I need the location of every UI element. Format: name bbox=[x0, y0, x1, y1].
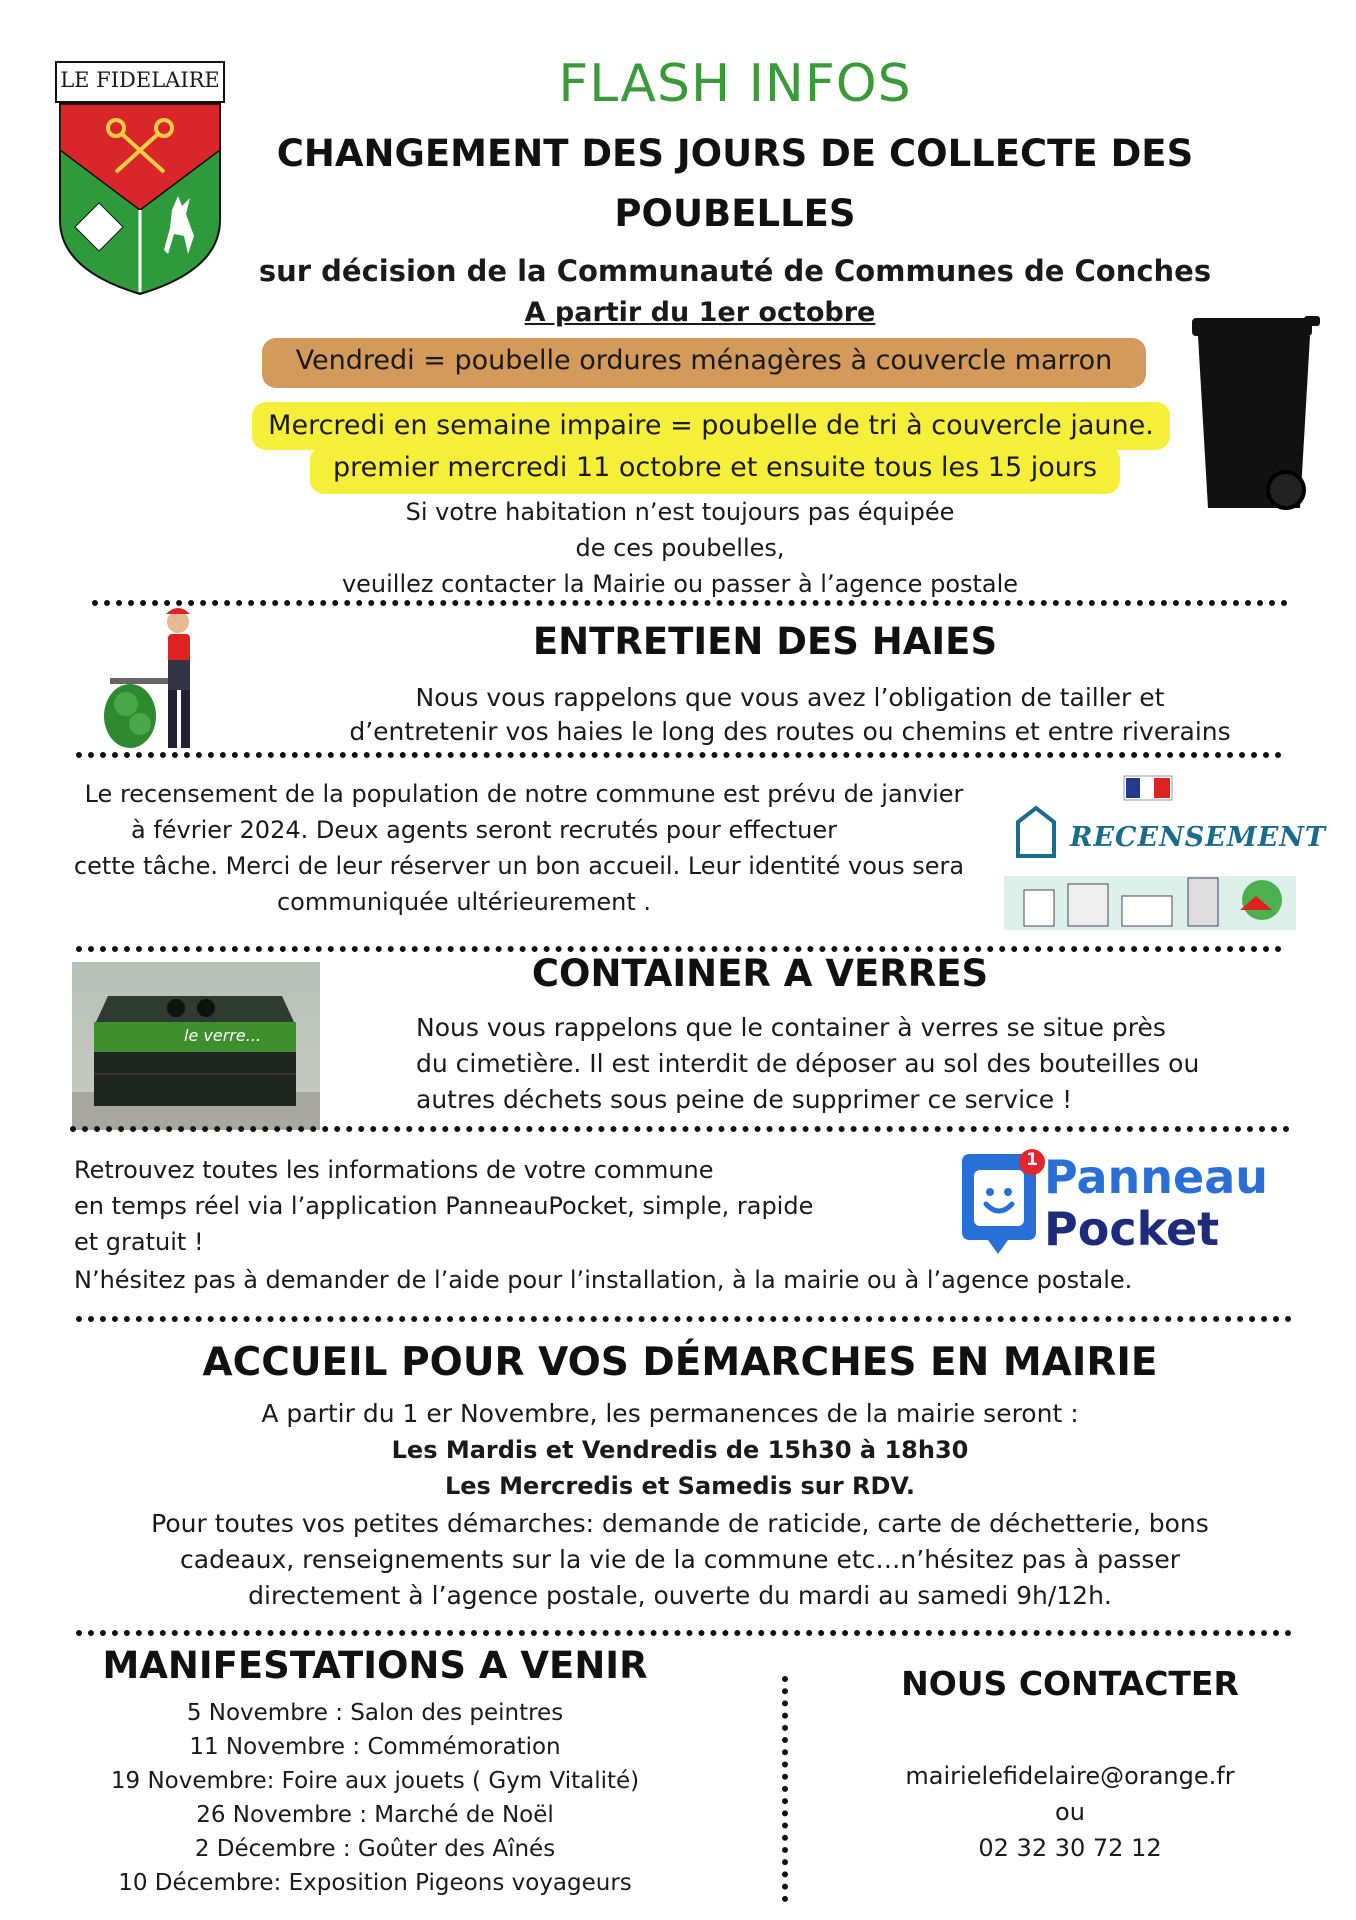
recensement-line1: Le recensement de la population de notre commune est prévu de janvier bbox=[84, 780, 964, 808]
accueil-intro: A partir du 1 er Novembre, les permanences de la mairie seront : bbox=[261, 1399, 1079, 1428]
crest bbox=[52, 60, 228, 296]
mercredi-line2: premier mercredi 11 octobre et ensuite tous les 15 jours bbox=[332, 452, 1098, 483]
panneaupocket-word1: Panneau bbox=[1044, 1150, 1269, 1204]
glass-container-photo bbox=[72, 962, 320, 1130]
recensement-logo-text: RECENSEMENT bbox=[1070, 822, 1327, 853]
recensement-line4: communiquée ultérieurement . bbox=[276, 888, 652, 916]
event-item: 5 Novembre : Salon des peintres bbox=[186, 1700, 564, 1726]
panneaupocket-logo bbox=[956, 1148, 1306, 1264]
recensement-logo bbox=[1000, 772, 1327, 934]
event-item: 2 Décembre : Goûter des Aînés bbox=[194, 1836, 556, 1862]
accueil-hours1: Les Mardis et Vendredis de 15h30 à 18h30 bbox=[391, 1436, 969, 1464]
crest-shield-icon bbox=[52, 60, 228, 296]
divider bbox=[76, 1630, 1292, 1636]
event-item: 10 Décembre: Exposition Pigeons voyageurs bbox=[118, 1870, 632, 1896]
container-label: le verre... bbox=[184, 1026, 261, 1045]
panneaupocket-badge: 1 bbox=[1026, 1150, 1038, 1170]
flash-infos-title: FLASH INFOS bbox=[558, 54, 912, 114]
haies-line1: Nous vous rappelons que vous avez l’obligation de tailler et bbox=[415, 683, 1165, 712]
accueil-title: ACCUEIL POUR VOS DÉMARCHES EN MAIRIE bbox=[202, 1340, 1158, 1385]
event-item: 11 Novembre : Commémoration bbox=[189, 1734, 561, 1760]
subtitle: sur décision de la Communauté de Communes de Conches bbox=[258, 254, 1212, 288]
haies-line2: d’entretenir vos haies le long des routes ou chemins et entre riverains bbox=[349, 717, 1231, 746]
verres-line1: Nous vous rappelons que le container à verres se situe près bbox=[416, 1013, 1166, 1042]
note-line2: de ces poubelles, bbox=[575, 534, 785, 562]
mercredi-line1: Mercredi en semaine impaire = poubelle de tri à couvercle jaune. bbox=[268, 410, 1154, 441]
accueil-line2: cadeaux, renseignements sur la vie de la commune etc…n’hésitez pas à passer bbox=[180, 1545, 1180, 1574]
vertical-divider bbox=[782, 1676, 788, 1902]
contact-or: ou bbox=[1055, 1798, 1085, 1826]
note-line3: veuillez contacter la Mairie ou passer à l’agence postale bbox=[341, 570, 1019, 598]
divider bbox=[76, 1316, 1292, 1322]
contact-phone[interactable]: 02 32 30 72 12 bbox=[978, 1834, 1162, 1862]
contact-email[interactable]: mairielefidelaire@orange.fr bbox=[905, 1762, 1235, 1790]
crest-town-name: LE FIDELAIRE bbox=[60, 68, 220, 92]
recensement-line2: à février 2024. Deux agents seront recrutés pour effectuer bbox=[130, 816, 837, 844]
panneau-line3: et gratuit ! bbox=[74, 1228, 204, 1256]
divider bbox=[76, 752, 1282, 758]
page-title-line1: CHANGEMENT DES JOURS DE COLLECTE DES bbox=[276, 132, 1194, 175]
verres-line2: du cimetière. Il est interdit de déposer au sol des bouteilles ou bbox=[416, 1049, 1200, 1078]
gardener-icon bbox=[100, 608, 200, 754]
verres-title: CONTAINER A VERRES bbox=[531, 952, 989, 995]
page-title-line2: POUBELLES bbox=[614, 192, 856, 235]
accueil-line1: Pour toutes vos petites démarches: demande de raticide, carte de déchetterie, bons bbox=[151, 1509, 1209, 1538]
note-line1: Si votre habitation n’est toujours pas équipée bbox=[405, 498, 955, 526]
panneau-line1: Retrouvez toutes les informations de votre commune bbox=[74, 1156, 714, 1184]
divider bbox=[70, 1126, 1290, 1132]
trash-bin-icon bbox=[1186, 312, 1324, 512]
events-list bbox=[90, 1696, 660, 1900]
recensement-line3: cette tâche. Merci de leur réserver un bon accueil. Leur identité vous sera bbox=[73, 852, 965, 880]
vendredi-text: Vendredi = poubelle ordures ménagères à couvercle marron bbox=[295, 345, 1113, 376]
accueil-line3: directement à l’agence postale, ouverte du mardi au samedi 9h/12h. bbox=[248, 1581, 1112, 1610]
panneau-line2: en temps réel via l’application PanneauPocket, simple, rapide bbox=[74, 1192, 814, 1220]
manifestations-title: MANIFESTATIONS A VENIR bbox=[102, 1644, 648, 1687]
divider bbox=[92, 600, 1288, 606]
event-item: 26 Novembre : Marché de Noël bbox=[196, 1802, 554, 1828]
date-heading: A partir du 1er octobre bbox=[524, 297, 876, 328]
panneau-line4: N’hésitez pas à demander de l’aide pour l’installation, à la mairie ou à l’agence postale. bbox=[74, 1266, 1133, 1294]
haies-title: ENTRETIEN DES HAIES bbox=[532, 620, 998, 663]
event-item: 19 Novembre: Foire aux jouets ( Gym Vitalité) bbox=[110, 1768, 640, 1794]
verres-line3: autres déchets sous peine de supprimer ce service ! bbox=[416, 1085, 1073, 1114]
panneaupocket-word2: Pocket bbox=[1044, 1202, 1220, 1256]
contact-title: NOUS CONTACTER bbox=[901, 1664, 1239, 1703]
accueil-hours2: Les Mercredis et Samedis sur RDV. bbox=[444, 1472, 916, 1500]
